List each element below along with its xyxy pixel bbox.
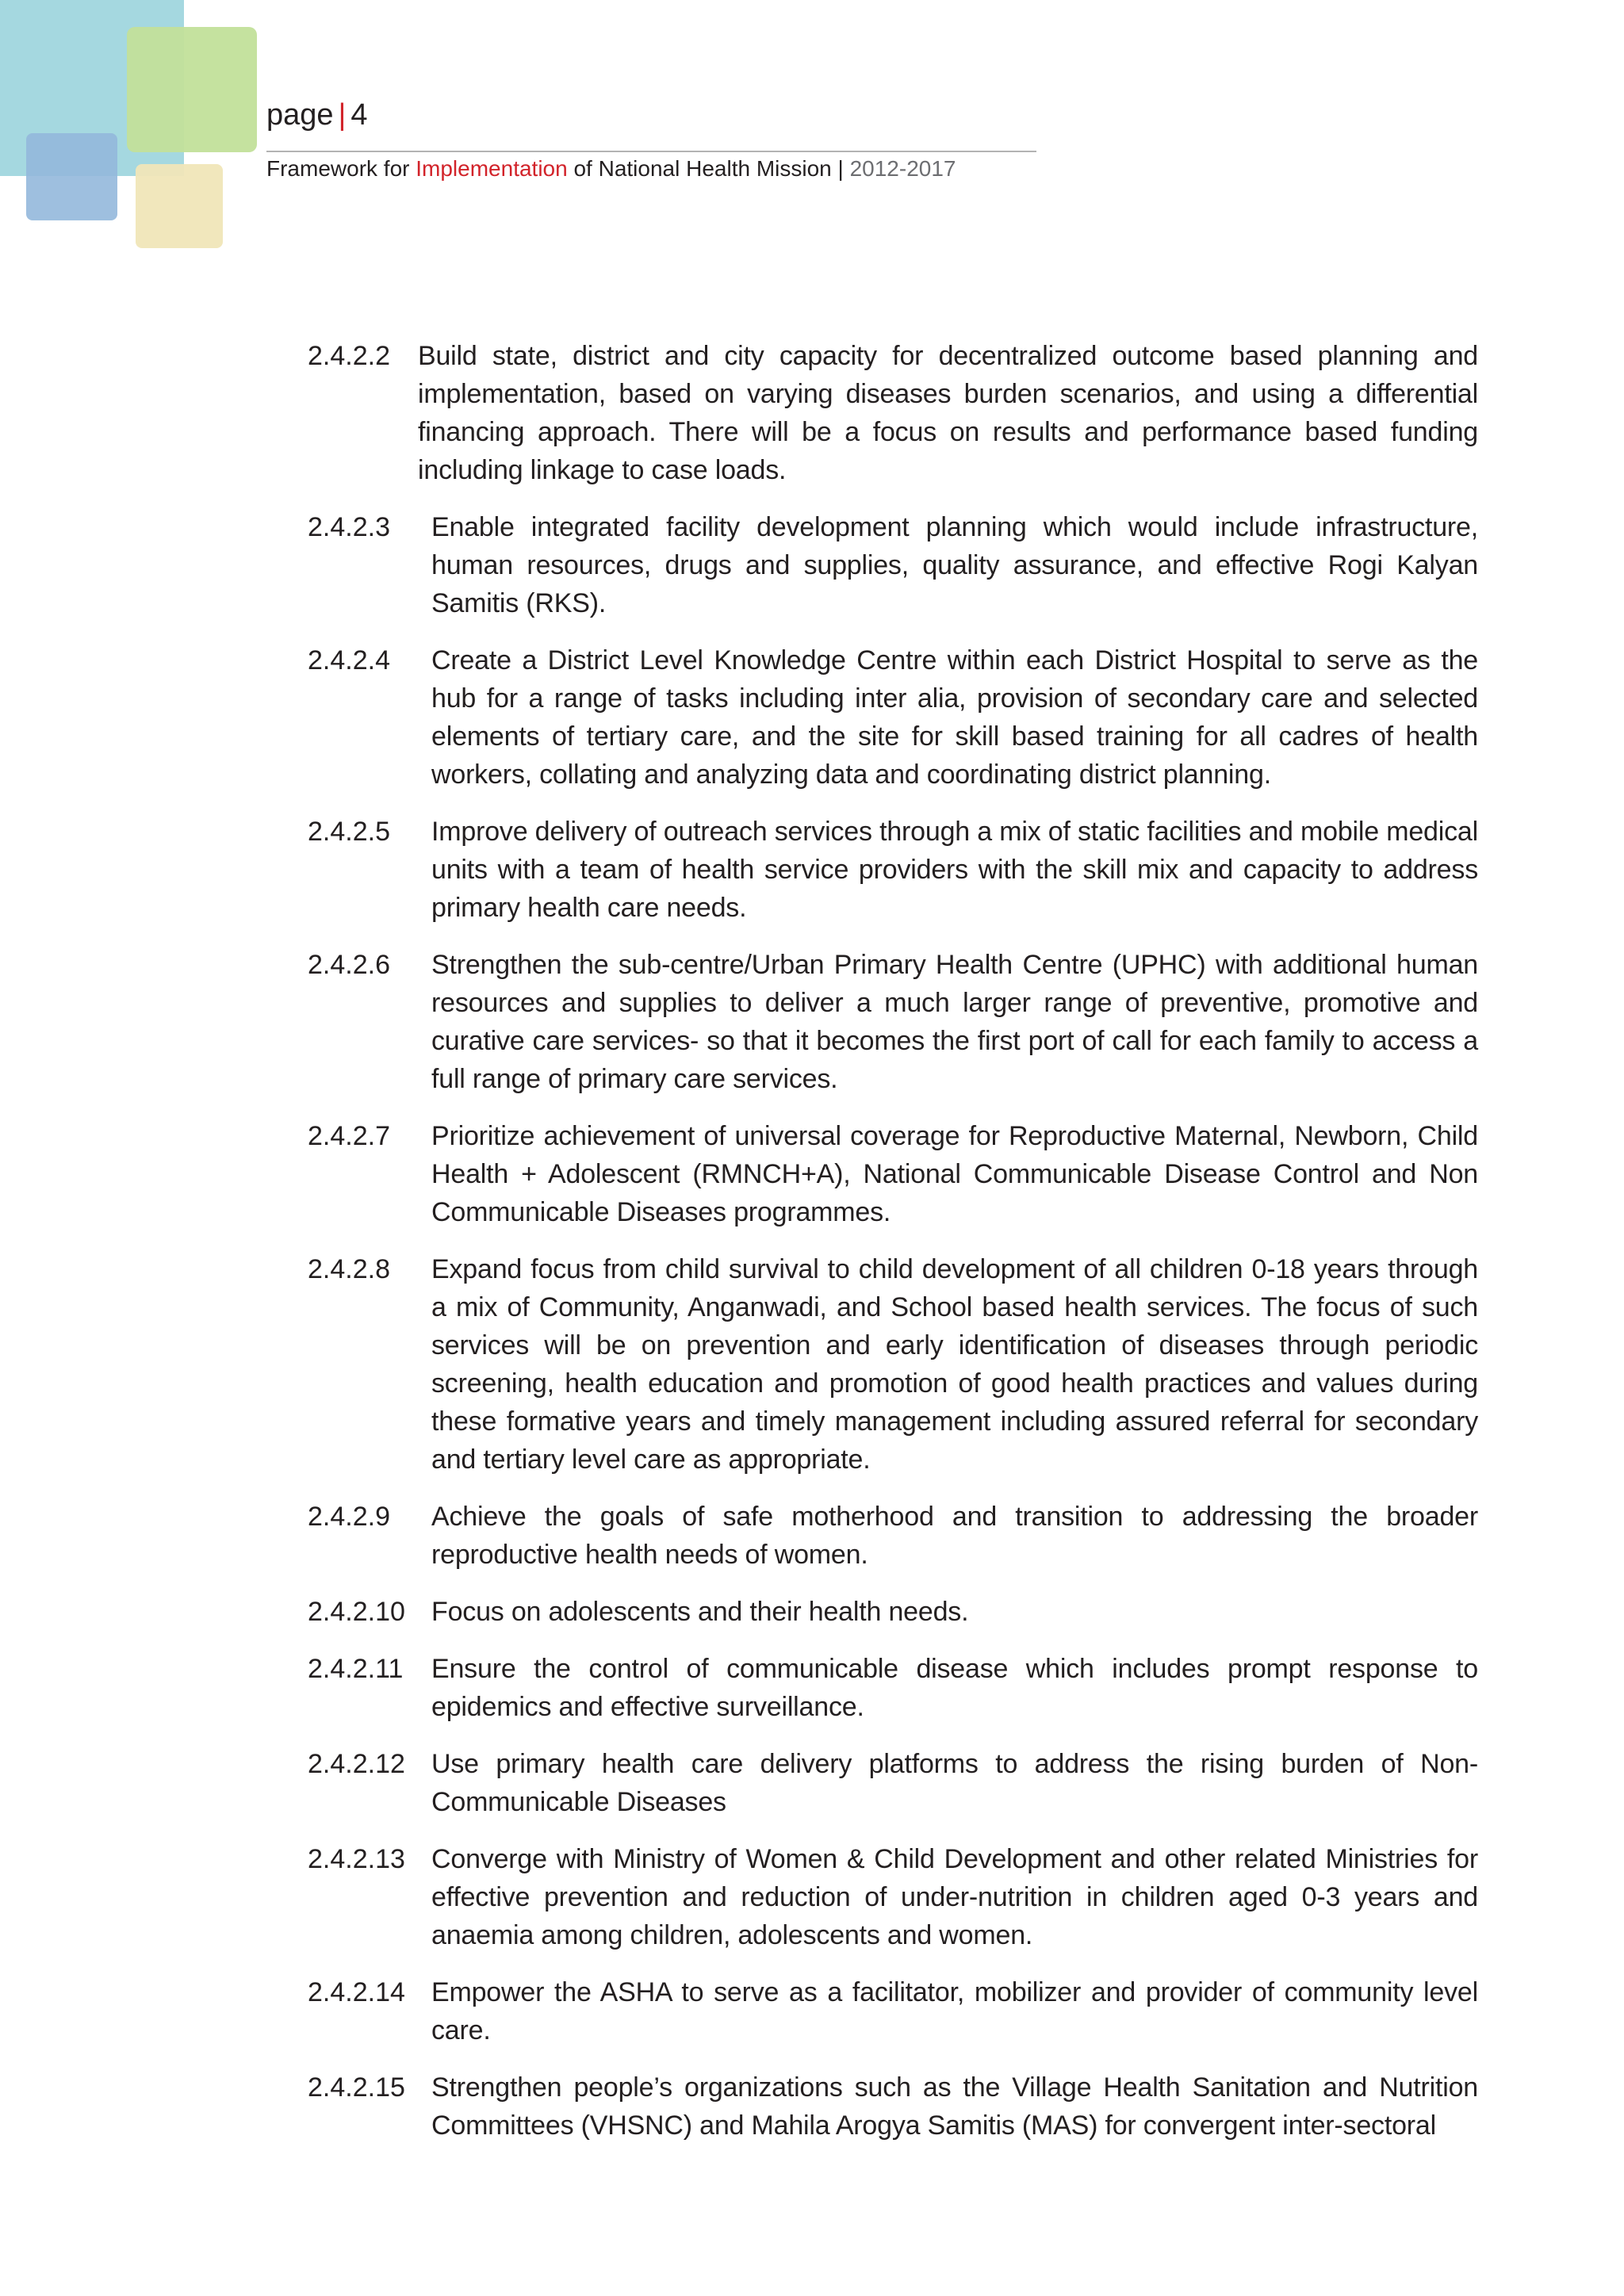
title-highlight: Implementation	[416, 156, 568, 181]
item-number: 2.4.2.8	[308, 1254, 390, 1284]
page-word: page	[266, 98, 334, 132]
item-text: Enable integrated facility development planning which would include infrastructure, human resources, drugs and supplies, quality assurance, and effective Rogi Kalyan Samitis (RKS).	[431, 512, 1478, 618]
list-item-2-4-2-11	[308, 1650, 1478, 1726]
item-text: Focus on adolescents and their health needs.	[431, 1597, 969, 1627]
list-item-2-4-2-12	[308, 1745, 1478, 1821]
item-text: Use primary health care delivery platforms to address the rising burden of Non-Communicable Diseases	[431, 1749, 1478, 1817]
list-item-2-4-2-4	[308, 641, 1478, 794]
page-number: 4	[350, 98, 368, 132]
list-item-2-4-2-14	[308, 1973, 1478, 2049]
item-text: Strengthen the sub-centre/Urban Primary Health Centre (UPHC) with additional human resources and supplies to deliver a much larger range of preventive, promotive and curative care services- so that it becomes the first port of call for each family to access a full range of primary care services.	[431, 950, 1478, 1094]
list-item-2-4-2-5	[308, 813, 1478, 927]
decorative-square-green	[127, 27, 257, 152]
title-years: 2012-2017	[849, 156, 956, 181]
item-text: Prioritize achievement of universal coverage for Reproductive Maternal, Newborn, Child Health + Adolescent (RMNCH+A), National Communicable Disease Control and Non Communicable Diseases programmes.	[431, 1121, 1478, 1227]
item-number: 2.4.2.12	[308, 1749, 405, 1779]
page-label	[266, 100, 368, 130]
item-number: 2.4.2.6	[308, 950, 390, 980]
item-number: 2.4.2.11	[308, 1654, 404, 1684]
item-text: Create a District Level Knowledge Centre within each District Hospital to serve as the hub for a range of tasks including inter alia, provision of secondary care and selected elements of tertiary care, and the site for skill based training for all cadres of health workers, collating and analyzing data and coordinating district planning.	[431, 645, 1478, 790]
list-item-2-4-2-15	[308, 2068, 1478, 2145]
numbered-list	[308, 337, 1478, 2164]
item-text: Ensure the control of communicable disease which includes prompt response to epidemics and effective surveillance.	[431, 1654, 1478, 1722]
item-text: Improve delivery of outreach services through a mix of static facilities and mobile medical units with a team of health service providers with the skill mix and capacity to address primary health care needs.	[431, 817, 1478, 923]
item-number: 2.4.2.2	[308, 341, 390, 371]
decorative-square-yellow	[136, 164, 223, 248]
item-number: 2.4.2.15	[308, 2072, 405, 2103]
item-number: 2.4.2.9	[308, 1502, 390, 1532]
item-text: Achieve the goals of safe motherhood and transition to addressing the broader reproductive health needs of women.	[431, 1502, 1478, 1570]
item-number: 2.4.2.5	[308, 817, 390, 847]
title-suffix: of National Health Mission	[567, 156, 832, 181]
list-item-2-4-2-2	[308, 337, 1478, 489]
title-separator: |	[837, 156, 844, 181]
page-separator: |	[338, 98, 347, 132]
item-number: 2.4.2.4	[308, 645, 390, 675]
title-prefix: Framework for	[266, 156, 416, 181]
item-number: 2.4.2.10	[308, 1597, 405, 1627]
item-number: 2.4.2.7	[308, 1121, 390, 1151]
list-item-2-4-2-13	[308, 1840, 1478, 1954]
item-text: Expand focus from child survival to child development of all children 0-18 years through a mix of Community, Anganwadi, and School based health services. The focus of such services will be on prevention and early identification of diseases through periodic screening, health education and promotion of good health practices and values during these formative years and timely management including assured referral for secondary and tertiary level care as appropriate.	[431, 1254, 1478, 1475]
list-item-2-4-2-7	[308, 1117, 1478, 1231]
document-title	[266, 155, 956, 183]
decorative-square-blue	[26, 133, 117, 220]
item-text: Converge with Ministry of Women & Child Development and other related Ministries for effective prevention and reduction of under-nutrition in children aged 0-3 years and anaemia among children, adolescents and women.	[431, 1844, 1478, 1950]
list-item-2-4-2-10	[308, 1593, 1478, 1631]
item-number: 2.4.2.14	[308, 1977, 405, 2007]
list-item-2-4-2-8	[308, 1250, 1478, 1479]
list-item-2-4-2-6	[308, 946, 1478, 1098]
item-number: 2.4.2.13	[308, 1844, 405, 1874]
header-divider	[266, 151, 1036, 152]
list-item-2-4-2-3	[308, 508, 1478, 622]
item-text: Empower the ASHA to serve as a facilitator, mobilizer and provider of community level care.	[431, 1977, 1478, 2045]
item-text: Strengthen people’s organizations such as the Village Health Sanitation and Nutrition Committees (VHSNC) and Mahila Arogya Samitis (MAS) for convergent inter-sectoral	[431, 2072, 1478, 2141]
item-number: 2.4.2.3	[308, 512, 390, 542]
list-item-2-4-2-9	[308, 1498, 1478, 1574]
item-text: Build state, district and city capacity for decentralized outcome based planning and implementation, based on varying diseases burden scenarios, and using a differential financing approach. There will be a focus on results and performance based funding including linkage to case loads.	[418, 341, 1478, 485]
